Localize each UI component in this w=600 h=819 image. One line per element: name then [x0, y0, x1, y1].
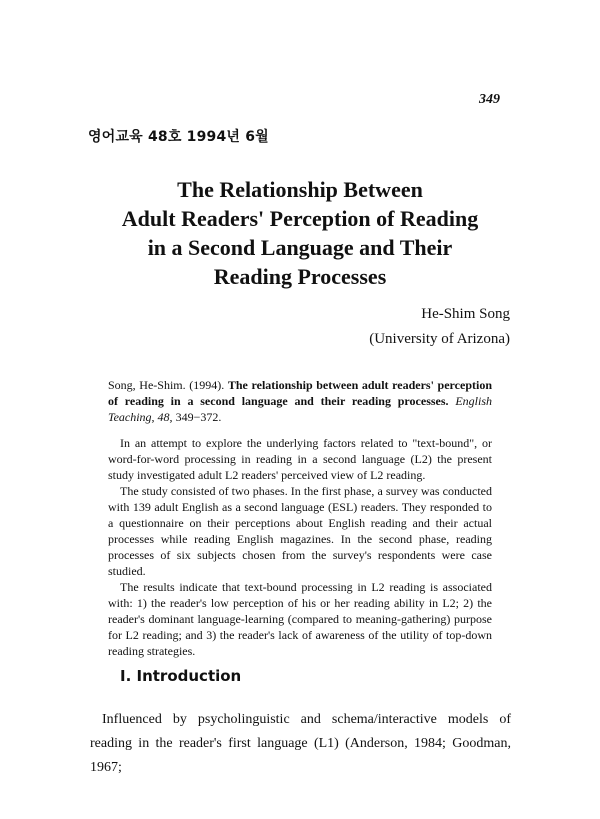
title-line: The Relationship Between [177, 177, 423, 202]
journal-issue-line: 영어교육 48호 1994년 6월 [88, 129, 269, 145]
author-block [369, 302, 510, 352]
page-number: 349 [479, 92, 500, 107]
citation-pages: 349−372. [175, 410, 222, 424]
abstract-paragraph: In an attempt to explore the underlying factors related to "text-bound", or word-for-word processing in reading in a second language (L2) the present study investigated adult L2 readers' perceived view of L2 reading. [108, 436, 492, 482]
abstract-paragraph: The results indicate that text-bound processing in L2 reading is associated with: 1) the reader's low perception of his or her reading ability in L2; 2) the reader's dominant language-learning (compared to meaning-gathering) purpose for L2 reading; and 3) the reader's lack of awareness of the utility of top-down reading strategies. [108, 580, 492, 658]
title-line: Reading Processes [213, 264, 387, 289]
citation [108, 377, 492, 425]
paper-title [0, 175, 600, 291]
abstract-paragraph: The study consisted of two phases. In the first phase, a survey was conducted with 139 adult English as a second language (ESL) readers. They responded to a questionnaire on their perceptions about English reading and their actual processes while reading English magazines. In the second phase, reading processes of six subjects chosen from the survey's respondents were case studied. [108, 484, 492, 578]
title-line: Adult Readers' Perception of Reading [121, 206, 479, 231]
citation-journal: English Teaching, 48, [108, 394, 493, 424]
abstract [108, 377, 492, 659]
author-name: He-Shim Song [421, 306, 510, 322]
body-text [90, 708, 511, 780]
title-line: in a Second Language and Their [147, 235, 453, 260]
citation-title: The relationship between adult readers' perception of reading in a second language and their reading processes. [108, 378, 492, 408]
section-heading: I. Introduction [120, 667, 242, 685]
citation-authors: Song, He-Shim. (1994). [108, 378, 225, 392]
body-paragraph: Influenced by psycholinguistic and schema/interactive models of reading in the reader's first language (L1) (Anderson, 1984; Goodman, 1967; [90, 712, 511, 775]
author-affiliation: (University of Arizona) [369, 331, 510, 347]
